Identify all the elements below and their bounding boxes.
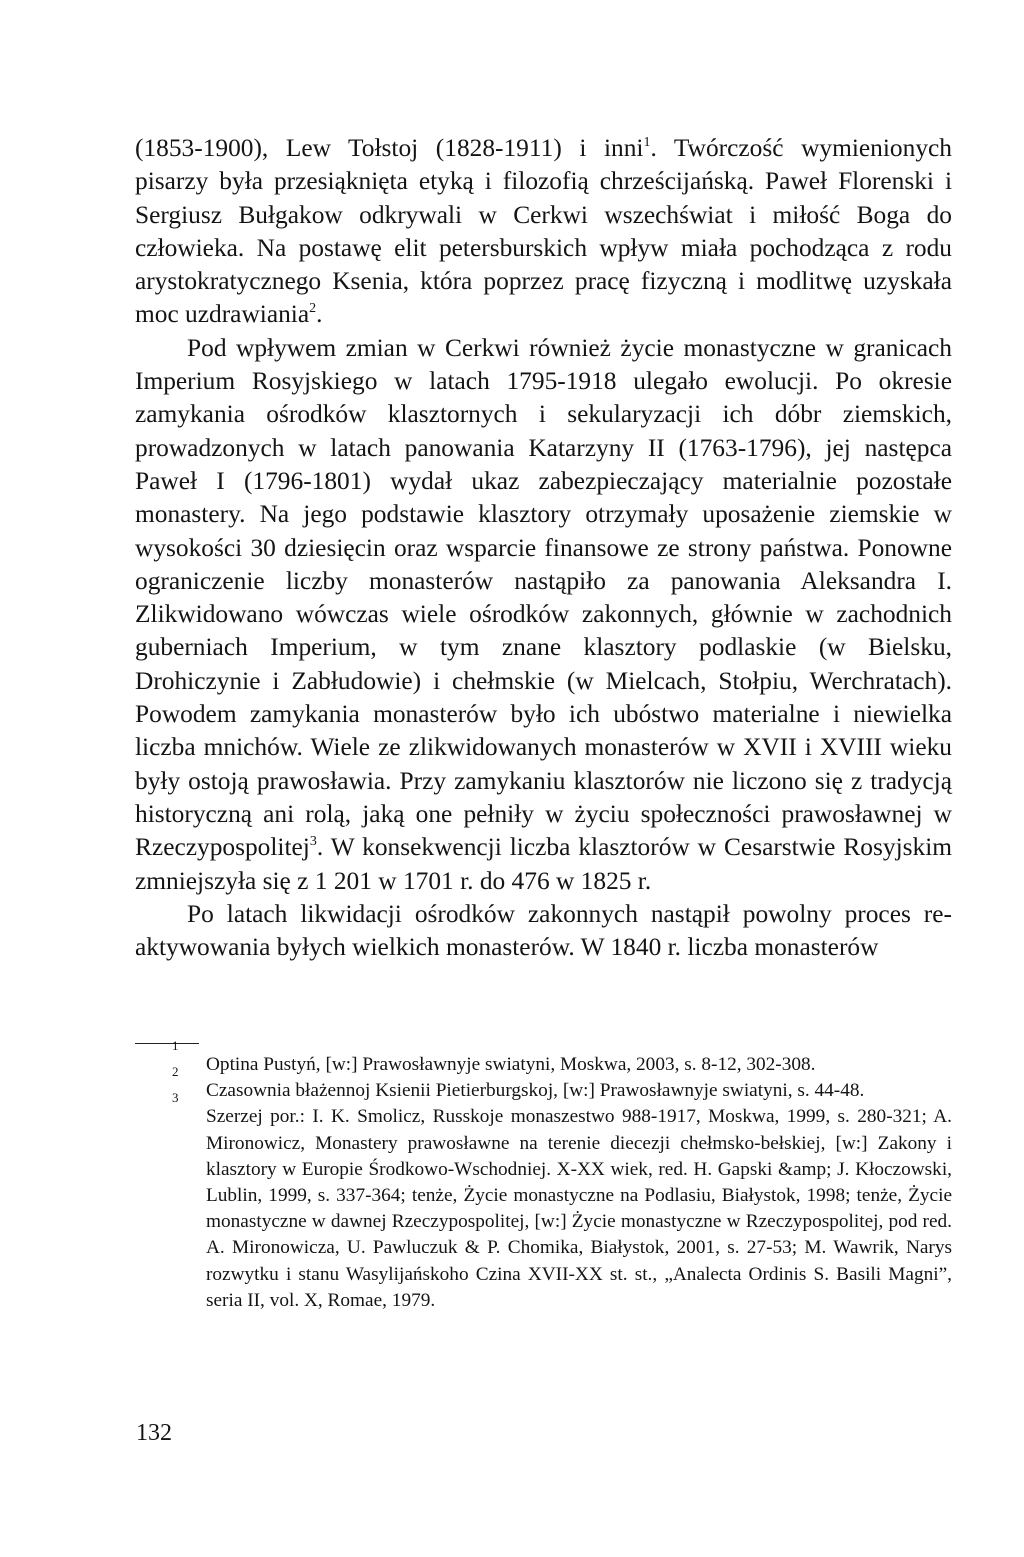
page-body	[135, 132, 952, 964]
footnotes	[172, 1038, 952, 1314]
paragraph-1	[135, 132, 952, 332]
paragraph-1-text-a: (1853-1900), Lew Tołstoj (1828-1911) i inni	[135, 134, 644, 162]
footnote-1-mark: 1	[172, 1038, 179, 1053]
paragraph-1-text-b: . Twórczość wymienionych pisarzy była przesiąknięta etyką i filozofią chrześcijańską. Paweł Florenski i Sergiusz Bułgakow odkrywali w Cerkwi wszechświat i miłość Boga do człowieka. Na postawę elit petersburskich wpływ miała pochodząca z rodu arystokratycznego Ksenia, która poprzez pracę fizyczną i modlitwę uzyskała moc uzdrawiania	[135, 134, 952, 329]
paragraph-2-text-a: Pod wpływem zmian w Cerkwi również życie monastyczne w granicach Imperium Rosyjskiego w latach 1795-1918 ulegało ewolucji. Po okresie zamykania ośrodków klasztornych i sekularyzacji ich dóbr ziemskich, prowadzonych w latach panowania Katarzyny II (1763-1796), jej następca Paweł I (1796-1801) wydał ukaz zabezpieczający materialnie pozostałe monastery. Na jego podstawie klasztory otrzymały uposażenie ziemskie w wysokości 30 dziesięcin oraz wsparcie finansowe ze strony państwa. Ponowne ograniczenie liczby monasterów nastąpiło za panowania Aleksandra I. Zlikwidowano wówczas wiele ośrodków zakonnych, głównie w zachodnich guberniach Imperium, w tym znane klasztory podlaskie (w Bielsku, Drohiczynie i Zabłudowie) i chełmskie (w Mielcach, Stołpiu, Werchratach). Powodem zamykania monasterów było ich ubóstwo materialne i niewielka liczba mnichów. Wiele ze zlikwidowanych monasterów w XVII i XVIII wieku były ostoją prawosławia. Przy zamykaniu klasztorów nie liczono się z tradycją historyczną ani rolą, jaką one pełniły w życiu społeczności prawosławnej w Rzeczypospolitej	[135, 333, 952, 862]
footnote-2-mark: 2	[172, 1064, 179, 1080]
footnote-separator	[135, 1043, 199, 1044]
footnote-ref-1: 1	[643, 134, 651, 150]
paragraph-3-text: Po latach likwidacji ośrodków zakonnych nastąpił powolny proces reaktywowania byłych wielkich monasterów. W 1840 r. liczba monasterów	[135, 899, 952, 962]
footnote-3-text: Szerzej por.: I. K. Smolicz, Russkoje monaszestwo 988-1917, Moskwa, 1999, s. 280-321; A. Mironowicz, Monastery prawosławne na terenie diecezji chełmsko-bełskiej, [w:] Zakony i klasztory w Europie Środkowo-Wschodniej. X-XX wiek, red. H. Gapski &amp; J. Kłoczowski, Lublin, 1999, s. 337-364; tenże, Życie monastyczne na Podlasiu, Białystok, 1998; tenże, Życie monastyczne w dawnej Rzeczypospolitej, [w:] Życie monastyczne w Rzeczypospolitej, pod red. A. Mironowicza, U. Pawluczuk & P. Chomika, Białystok, 2001, s. 27-53; M. Wawrik, Narys rozwytku i stanu Wasylijańskoho Czina XVII-XX st. st., „Analecta Ordinis S. Basili Magni”, seria II, vol. X, Romae, 1979.	[206, 1106, 952, 1311]
paragraph-2	[135, 332, 952, 898]
footnote-ref-2: 2	[309, 301, 317, 317]
page-number: 132	[136, 1420, 172, 1446]
paragraph-3	[135, 898, 952, 965]
footnote-3-mark: 3	[172, 1090, 179, 1106]
paragraph-1-text-c: .	[316, 300, 323, 329]
footnote-2-text: Czasownia błażennoj Ksienii Pietierburgskoj, [w:] Prawosławnyje swiatyni, s. 44-48.	[206, 1080, 865, 1102]
main-text	[135, 132, 952, 964]
paragraph-2-text-b: . W konsekwencji liczba klasztorów w Cesarstwie Rosyjskim zmniejszyła się z 1 201 w 1701 r. do 476 w 1825 r.	[135, 833, 952, 895]
footnote-1-text: Optina Pustyń, [w:] Prawosławnyje swiatyni, Moskwa, 2003, s. 8-12, 302-308.	[206, 1054, 816, 1075]
footnote-ref-3: 3	[309, 834, 317, 850]
footnote-1	[172, 1038, 952, 1078]
